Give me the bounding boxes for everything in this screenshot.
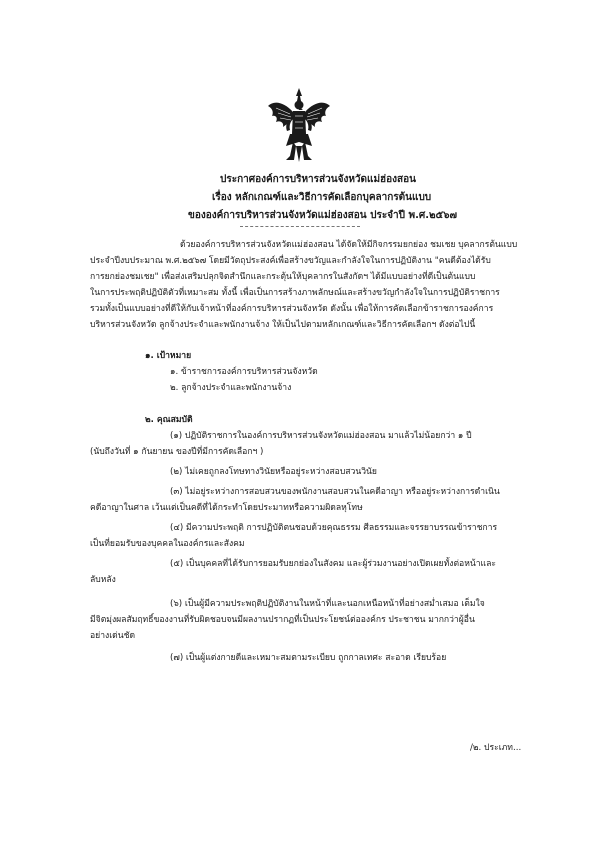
intro-line: รวมทั้งเป็นแบบอย่างที่ดีให้กับเจ้าหน้าที่องค์การบริหารส่วนจังหวัด ดังนั้น เพื่อให้การคัดเลือกข้าราชการองค์การ [90,304,494,314]
qualification-line: (๔) มีความประพฤติ การปฏิบัติตนชอบด้วยคุณธรรม ศีลธรรมและจรรยาบรรณข้าราชการ [170,523,498,533]
qualification-line: (๒) ไม่เคยถูกลงโทษทางวินัยหรืออยู่ระหว่างสอบสวนวินัย [170,467,377,477]
qualification-line: (๑) ปฏิบัติราชการในองค์การบริหารส่วนจังหวัดแม่ฮ่องสอน มาแล้วไม่น้อยกว่า ๑ ปี [170,431,472,441]
qualification-line: (นับถึงวันที่ ๑ กันยายน ของปีที่มีการคัดเลือกฯ ) [90,447,264,457]
qualification-line: (๓) ไม่อยู่ระหว่างการสอบสวนของพนักงานสอบสวนในคดีอาญา หรืออยู่ระหว่างการดำเนิน [170,487,500,497]
section-1-item: ๒. ลูกจ้างประจำและพนักงานจ้าง [170,383,292,393]
qualification-line: (๗) เป็นผู้แต่งกายดีและเหมาะสมตามระเบียบ ถูกกาลเทศะ สะอาด เรียบร้อย [170,653,447,663]
intro-line: ในการประพฤติปฏิบัติตัวที่เหมาะสม ทั้งนี้ เพื่อเป็นการสร้างภาพลักษณ์และสร้างขวัญกำลังใจในการปฏิบัติราชการ [90,288,500,298]
header-divider [240,226,360,227]
announcement-org-year: ขององค์การบริหารส่วนจังหวัดแม่ฮ่องสอน ประจำปี พ.ศ.๒๕๖๗ [188,210,458,221]
section-2-title: ๒. คุณสมบัติ [145,415,193,425]
announcement-subject: เรื่อง หลักเกณฑ์และวิธีการคัดเลือกบุคลากรต้นแบบ [212,192,432,203]
intro-line: ประจำปีงบประมาณ พ.ศ.๒๕๖๗ โดยมีวัตถุประสงค์เพื่อสร้างขวัญและกำลังใจในการปฏิบัติงาน "คนดีต้องได้รับ [90,256,491,266]
section-1-title: ๑. เป้าหมาย [145,351,192,361]
page-continuation: /๒. ประเภท... [470,743,522,753]
qualification-line: คดีอาญาในศาล เว้นแต่เป็นคดีที่ได้กระทำโดยประมาทหรือความผิดลหุโทษ [90,503,363,513]
qualification-line: ลับหลัง [90,575,116,585]
intro-line: บริหารส่วนจังหวัด ลูกจ้างประจำและพนักงานจ้าง ให้เป็นไปตามหลักเกณฑ์และวิธีการคัดเลือกฯ ดังต่อไปนี้ [90,320,476,330]
announcement-title: ประกาศองค์การบริหารส่วนจังหวัดแม่ฮ่องสอน [220,174,416,185]
qualification-line: มีจิตมุ่งผลสัมฤทธิ์ของงานที่รับผิดชอบจนมีผลงานปรากฏที่เป็นประโยชน์ต่อองค์กร ประชาชน มากกว่าผู้อื่น [90,615,475,625]
qualification-line: เป็นที่ยอมรับของบุคคลในองค์กรและสังคม [90,539,245,549]
qualification-line: อย่างเด่นชัด [90,631,136,641]
qualification-line: (๕) เป็นบุคคลที่ได้รับการยอมรับยกย่องในสังคม และผู้ร่วมงานอย่างเปิดเผยทั้งต่อหน้าและ [170,559,496,569]
qualification-line: (๖) เป็นผู้มีความประพฤติปฏิบัติงานในหน้าที่และนอกเหนือหน้าที่อย่างสม่ำเสมอ เต็มใจ [170,599,485,609]
intro-line: การยกย่องชมเชย" เพื่อส่งเสริมปลุกจิตสำนึกและกระตุ้นให้บุคลากรในสังกัดฯ ได้มีแบบอย่างที่ดีเป็นต้นแบบ [90,272,476,282]
garuda-emblem-icon [266,86,332,164]
intro-line: ด้วยองค์การบริหารส่วนจังหวัดแม่ฮ่องสอน ได้จัดให้มีกิจกรรมยกย่อง ชมเชย บุคลากรต้นแบบ [180,240,518,250]
section-1-item: ๑. ข้าราชการองค์การบริหารส่วนจังหวัด [170,367,318,377]
